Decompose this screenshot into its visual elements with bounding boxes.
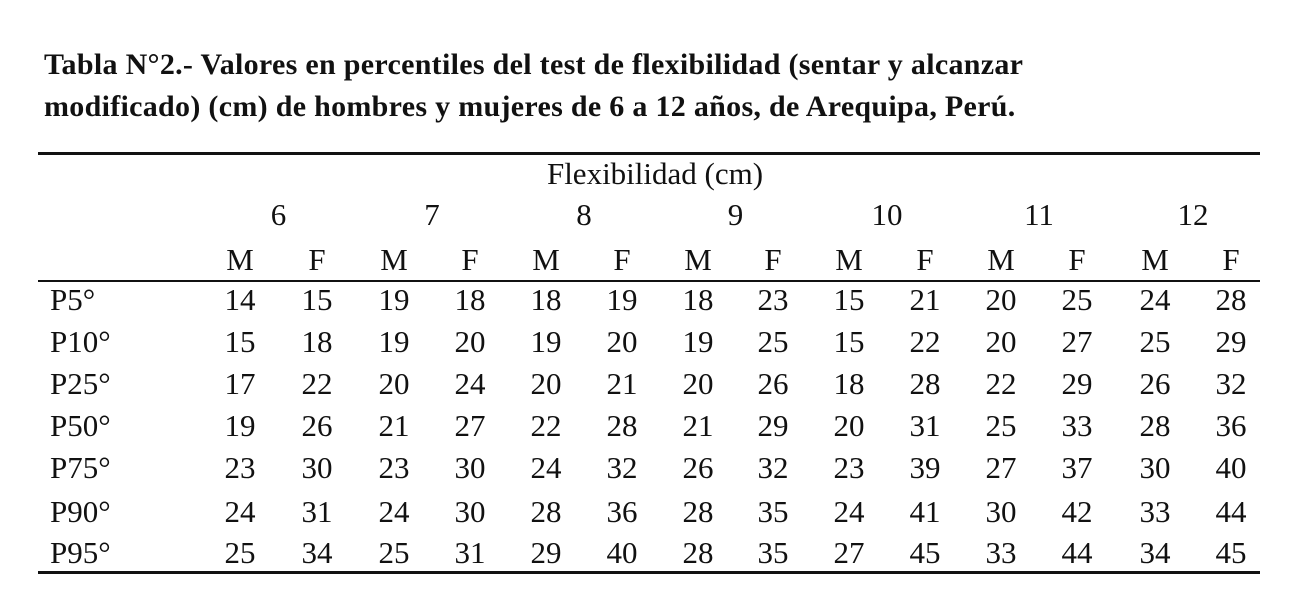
table-cell: 30 [985, 494, 1017, 529]
table-cell: 22 [985, 366, 1017, 401]
table-cell: 30 [454, 450, 486, 485]
table-cell: 19 [530, 324, 562, 359]
table-cell: 24 [454, 366, 486, 401]
caption-line-2: modificado) (cm) de hombres y mujeres de 6 a 12 años, de Arequipa, Perú. [44, 90, 1016, 123]
age-header-10: 10 [871, 197, 903, 232]
table-cell: 23 [757, 282, 789, 317]
table-cell: 20 [985, 324, 1017, 359]
table-cell: 22 [530, 408, 562, 443]
table-cell: 28 [682, 535, 714, 570]
table-cell: 20 [833, 408, 865, 443]
table-cell: 45 [909, 535, 941, 570]
row-label: P25° [50, 366, 111, 401]
table-cell: 33 [1139, 494, 1171, 529]
table-cell: 19 [378, 282, 410, 317]
row-label: P5° [50, 282, 96, 317]
sex-header: M [684, 242, 712, 277]
table-cell: 36 [606, 494, 638, 529]
table-cell: 15 [224, 324, 256, 359]
table-cell: 35 [757, 535, 789, 570]
table-cell: 25 [757, 324, 789, 359]
table-cell: 44 [1061, 535, 1093, 570]
age-header-8: 8 [576, 197, 592, 232]
table-cell: 32 [606, 450, 638, 485]
table-cell: 17 [224, 366, 256, 401]
table-cell: 14 [224, 282, 256, 317]
group-header: Flexibilidad (cm) [546, 156, 764, 191]
table-cell: 22 [909, 324, 941, 359]
table-caption [44, 44, 1236, 128]
sex-header: M [835, 242, 863, 277]
table-cell: 32 [1215, 366, 1247, 401]
sex-header: M [380, 242, 408, 277]
table-cell: 33 [985, 535, 1017, 570]
table-cell: 30 [1139, 450, 1171, 485]
table-cell: 30 [301, 450, 333, 485]
table-cell: 40 [1215, 450, 1247, 485]
table-cell: 29 [757, 408, 789, 443]
table-cell: 45 [1215, 535, 1247, 570]
table-cell: 27 [985, 450, 1017, 485]
table-cell: 29 [1215, 324, 1247, 359]
table-cell: 27 [454, 408, 486, 443]
table-cell: 28 [530, 494, 562, 529]
table-cell: 20 [530, 366, 562, 401]
table-cell: 36 [1215, 408, 1247, 443]
table-cell: 25 [1061, 282, 1093, 317]
table-cell: 18 [301, 324, 333, 359]
table-cell: 21 [606, 366, 638, 401]
table-bottom-rule [38, 571, 1260, 574]
table-cell: 30 [454, 494, 486, 529]
table-cell: 15 [833, 282, 865, 317]
sex-header: M [987, 242, 1015, 277]
age-header-7: 7 [424, 197, 440, 232]
table-cell: 37 [1061, 450, 1093, 485]
table-cell: 18 [833, 366, 865, 401]
table-cell: 20 [682, 366, 714, 401]
table-cell: 34 [1139, 535, 1171, 570]
table-cell: 26 [301, 408, 333, 443]
table-cell: 31 [301, 494, 333, 529]
table-cell: 33 [1061, 408, 1093, 443]
sex-header: F [613, 242, 631, 277]
sex-header: F [764, 242, 782, 277]
table-cell: 27 [833, 535, 865, 570]
table-cell: 20 [454, 324, 486, 359]
sex-header: M [532, 242, 560, 277]
row-label: P95° [50, 535, 111, 570]
table-cell: 21 [909, 282, 941, 317]
table-cell: 44 [1215, 494, 1247, 529]
table-cell: 25 [378, 535, 410, 570]
table-cell: 25 [224, 535, 256, 570]
table-cell: 31 [454, 535, 486, 570]
table-cell: 24 [224, 494, 256, 529]
table-cell: 26 [1139, 366, 1171, 401]
table-cell: 18 [530, 282, 562, 317]
table-cell: 25 [985, 408, 1017, 443]
table-cell: 18 [454, 282, 486, 317]
age-header-11: 11 [1024, 197, 1054, 232]
age-header-9: 9 [727, 197, 744, 232]
table-cell: 19 [378, 324, 410, 359]
table-cell: 15 [301, 282, 333, 317]
table-cell: 28 [1139, 408, 1171, 443]
table-cell: 29 [530, 535, 562, 570]
table-cell: 26 [757, 366, 789, 401]
table-cell: 18 [682, 282, 714, 317]
row-label: P10° [50, 324, 111, 359]
table-cell: 19 [224, 408, 256, 443]
table-cell: 28 [682, 494, 714, 529]
table-cell: 40 [606, 535, 638, 570]
table-cell: 24 [833, 494, 865, 529]
table-cell: 41 [909, 494, 941, 529]
table-cell: 23 [833, 450, 865, 485]
table-cell: 19 [606, 282, 638, 317]
row-label: P90° [50, 494, 111, 529]
sex-header: F [1068, 242, 1086, 277]
table-cell: 19 [682, 324, 714, 359]
sex-header: F [461, 242, 479, 277]
table-cell: 23 [378, 450, 410, 485]
header-bottom-rule [38, 280, 1260, 282]
sex-header: F [1222, 242, 1240, 277]
table-cell: 20 [985, 282, 1017, 317]
table-cell: 15 [833, 324, 865, 359]
caption-line-1: Tabla N°2.- Valores en percentiles del test de flexibilidad (sentar y alcanzar [44, 48, 1024, 81]
table-cell: 29 [1061, 366, 1093, 401]
table-cell: 26 [682, 450, 714, 485]
table-cell: 32 [757, 450, 789, 485]
table-cell: 28 [909, 366, 941, 401]
sex-header: F [916, 242, 934, 277]
table-cell: 24 [378, 494, 410, 529]
table-cell: 42 [1061, 494, 1093, 529]
table-cell: 21 [378, 408, 410, 443]
age-header-12: 12 [1177, 197, 1209, 232]
row-label: P75° [50, 450, 111, 485]
table-cell: 24 [530, 450, 562, 485]
table-cell: 20 [606, 324, 638, 359]
age-header-6: 6 [270, 197, 287, 232]
table-cell: 39 [909, 450, 941, 485]
sex-header: F [308, 242, 326, 277]
table-cell: 34 [301, 535, 333, 570]
table-cell: 22 [301, 366, 333, 401]
table-cell: 28 [1215, 282, 1247, 317]
sex-header: M [1141, 242, 1169, 277]
table-top-rule [38, 152, 1260, 155]
table-cell: 25 [1139, 324, 1171, 359]
table-cell: 23 [224, 450, 256, 485]
sex-header: M [226, 242, 254, 277]
table-cell: 20 [378, 366, 410, 401]
table-cell: 24 [1139, 282, 1171, 317]
table-cell: 35 [757, 494, 789, 529]
table-cell: 28 [606, 408, 638, 443]
table-cell: 31 [909, 408, 941, 443]
table-cell: 27 [1061, 324, 1093, 359]
table-cell: 21 [682, 408, 714, 443]
row-label: P50° [50, 408, 111, 443]
